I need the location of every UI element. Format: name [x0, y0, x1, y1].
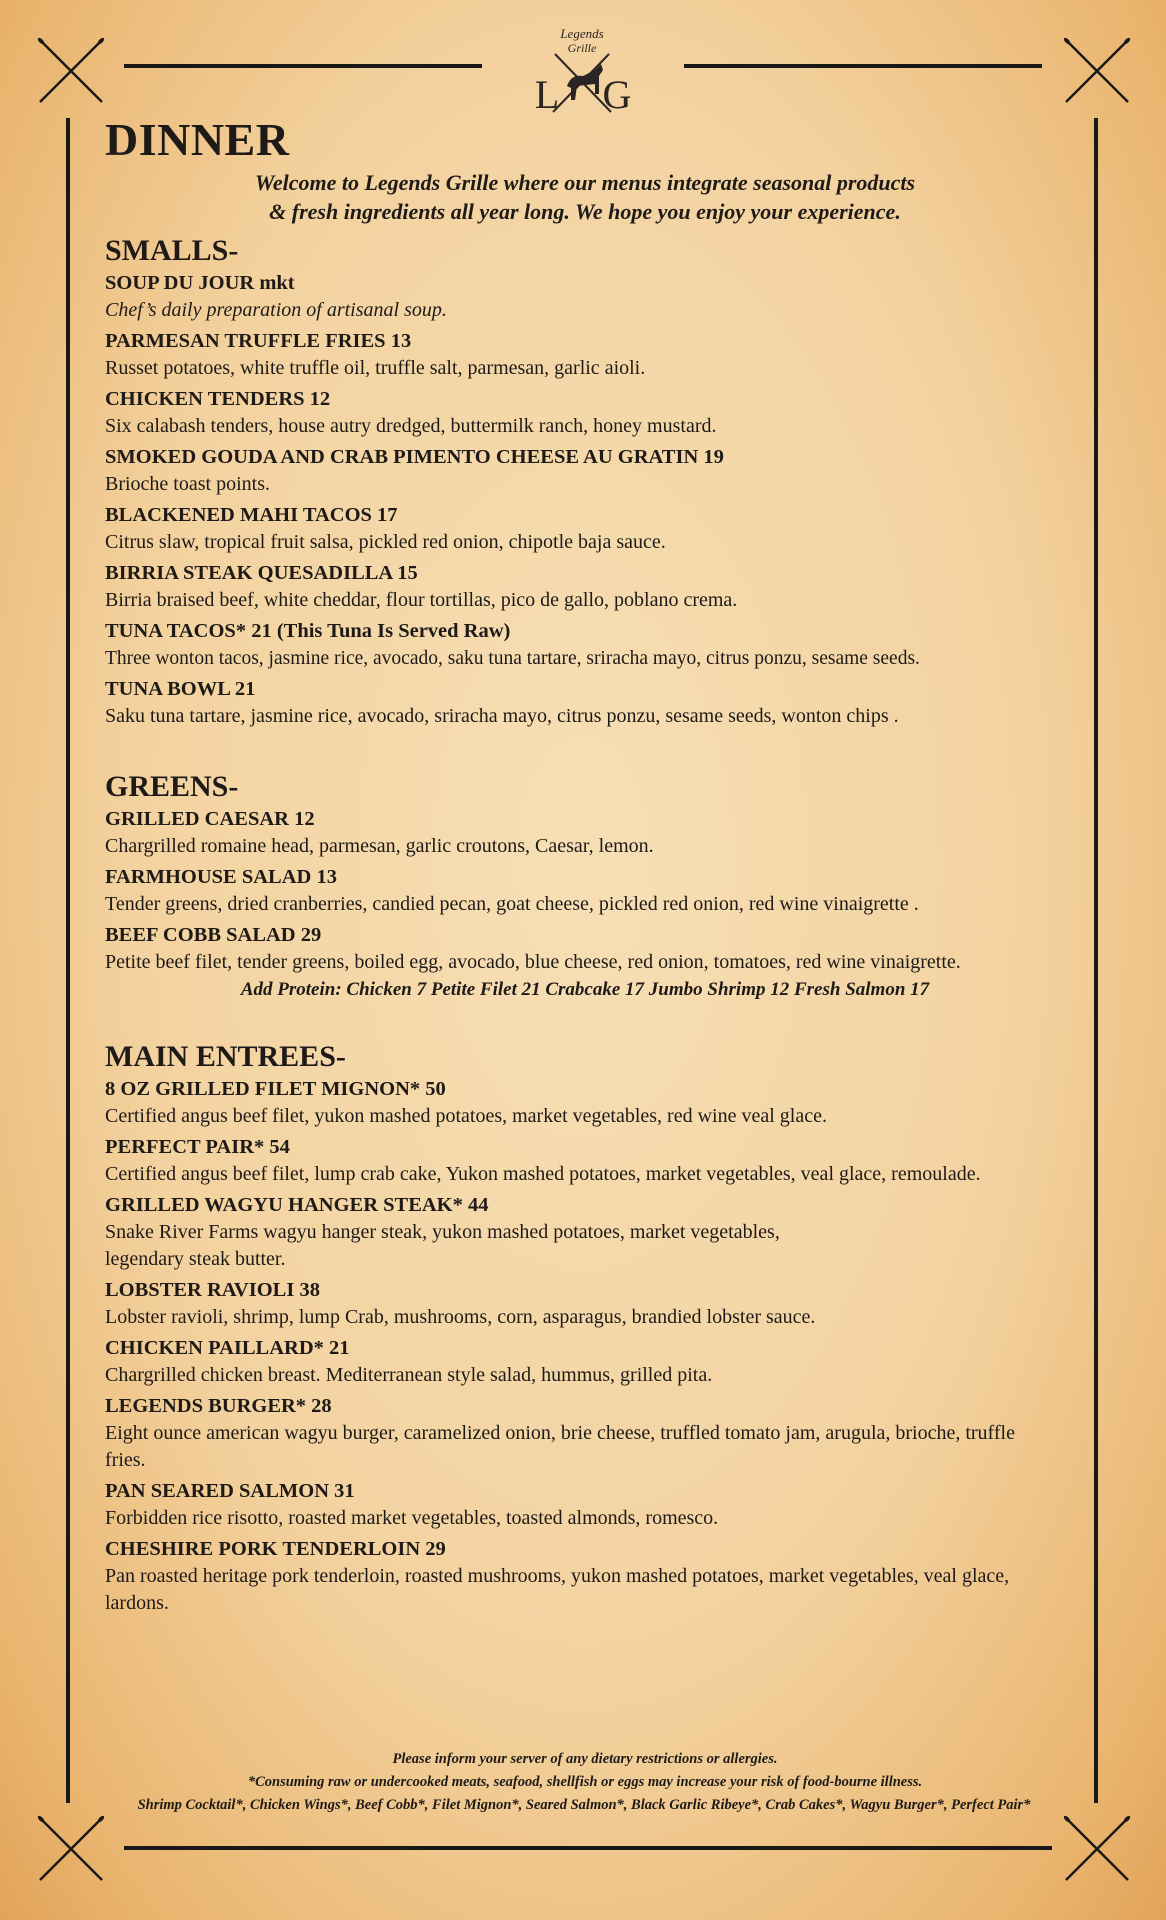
item-name: BLACKENED MAHI TACOS 17	[105, 504, 398, 526]
item-name: PAN SEARED SALMON 31	[105, 1480, 355, 1502]
bottom-rule	[124, 1846, 1052, 1850]
item-description: Eight ounce american wagyu burger, caramelized onion, brie cheese, truffled tomato jam, arugula, brioche, truffle fries.	[105, 1422, 1015, 1471]
raw-items-list: Shrimp Cocktail*, Chicken Wings*, Beef Cobb*, Filet Mignon*, Seared Salmon*, Black Garlic Ribeye*, Crab Cakes*, Wagyu Burger*, Perfect Pair*	[137, 1797, 1031, 1813]
item-name: CHICKEN TENDERS 12	[105, 388, 331, 410]
crossed-utensils-icon	[1058, 32, 1136, 110]
mains-section	[105, 1038, 1065, 1617]
raw-food-warning: *Consuming raw or undercooked meats, seafood, shellfish or eggs may increase your risk of food-bourne illness.	[247, 1774, 923, 1790]
item-description: Saku tuna tartare, jasmine rice, avocado, sriracha mayo, citrus ponzu, sesame seeds, wonton chips .	[105, 705, 899, 727]
item-name: CHESHIRE PORK TENDERLOIN 29	[105, 1538, 446, 1560]
item-description: Birria braised beef, white cheddar, flour tortillas, pico de gallo, poblano crema.	[105, 589, 738, 611]
horse-logo-icon	[533, 24, 631, 120]
welcome-text: Welcome to Legends Grille where our menus integrate seasonal products & fresh ingredients all year long. We hope you enjoy your experience.	[254, 170, 916, 224]
item-description: Tender greens, dried cranberries, candied pecan, goat cheese, pickled red onion, red wine vinaigrette .	[105, 893, 919, 915]
item-description: Citrus slaw, tropical fruit salsa, pickled red onion, chipotle baja sauce.	[105, 531, 666, 553]
menu-item	[105, 1277, 1065, 1331]
menu-item	[105, 1076, 1065, 1130]
item-name: SOUP DU JOUR mkt	[105, 272, 295, 294]
left-border	[66, 118, 70, 1803]
item-name: TUNA BOWL 21	[105, 678, 256, 700]
allergy-notice: Please inform your server of any dietary restrictions or allergies.	[392, 1751, 778, 1767]
crossed-utensils-icon	[1058, 1810, 1136, 1888]
item-description: Certified angus beef filet, lump crab cake, Yukon mashed potatoes, market vegetables, veal glace, remoulade.	[105, 1163, 981, 1185]
footer-notice	[105, 1748, 1065, 1817]
crossed-utensils-icon	[32, 32, 110, 110]
item-description: Petite beef filet, tender greens, boiled egg, avocado, blue cheese, red onion, tomatoes, red wine vinaigrette.	[105, 951, 961, 973]
menu-item	[105, 676, 1065, 730]
menu-item	[105, 864, 1065, 918]
section-spacer	[105, 734, 1065, 768]
svg-text:L: L	[534, 72, 560, 117]
section-title-main-entrees: MAIN ENTREES-	[105, 1040, 346, 1073]
menu-item	[105, 1478, 1065, 1532]
menu-item	[105, 922, 1065, 976]
menu-item	[105, 1393, 1065, 1474]
crossed-utensils-icon	[32, 1810, 110, 1888]
svg-text:G: G	[602, 72, 631, 117]
item-description: Brioche toast points.	[105, 473, 270, 495]
right-border	[1094, 118, 1098, 1803]
smalls-section	[105, 232, 1065, 730]
section-title-greens: GREENS-	[105, 770, 239, 803]
section-title-smalls: SMALLS-	[105, 234, 239, 267]
item-name: SMOKED GOUDA AND CRAB PIMENTO CHEESE AU GRATIN 19	[105, 446, 724, 468]
menu-item	[105, 502, 1065, 556]
menu-item	[105, 618, 1065, 672]
item-name: BEEF COBB SALAD 29	[105, 924, 322, 946]
item-name: GRILLED CAESAR 12	[105, 808, 315, 830]
menu-item	[105, 1134, 1065, 1188]
item-description: Lobster ravioli, shrimp, lump Crab, mushrooms, corn, asparagus, brandied lobster sauce.	[105, 1306, 816, 1328]
menu-item	[105, 386, 1065, 440]
item-description: Snake River Farms wagyu hanger steak, yukon mashed potatoes, market vegetables, legendary steak butter.	[105, 1221, 780, 1270]
top-rule-right	[684, 64, 1042, 68]
item-description: Three wonton tacos, jasmine rice, avocado, saku tuna tartare, sriracha mayo, citrus ponzu, sesame seeds.	[105, 648, 920, 669]
section-spacer	[105, 1004, 1065, 1038]
item-description: Chef’s daily preparation of artisanal soup.	[105, 299, 447, 321]
menu-item	[105, 444, 1065, 498]
svg-text:Grille: Grille	[567, 41, 597, 55]
menu-content	[105, 112, 1065, 1621]
item-name: PERFECT PAIR* 54	[105, 1136, 290, 1158]
item-description: Chargrilled romaine head, parmesan, garlic croutons, Caesar, lemon.	[105, 835, 654, 857]
svg-text:&: &	[579, 91, 587, 100]
item-name: GRILLED WAGYU HANGER STEAK* 44	[105, 1194, 489, 1216]
item-description: Certified angus beef filet, yukon mashed potatoes, market vegetables, red wine veal glace.	[105, 1105, 827, 1127]
restaurant-logo	[533, 24, 631, 120]
menu-item	[105, 806, 1065, 860]
item-name: CHICKEN PAILLARD* 21	[105, 1337, 350, 1359]
menu-item	[105, 1192, 1065, 1273]
item-name: LOBSTER RAVIOLI 38	[105, 1279, 320, 1301]
add-protein-line: Add Protein: Chicken 7 Petite Filet 21 Crabcake 17 Jumbo Shrimp 12 Fresh Salmon 17	[240, 979, 930, 1000]
item-name: PARMESAN TRUFFLE FRIES 13	[105, 330, 412, 352]
menu-item	[105, 1536, 1065, 1617]
item-description: Pan roasted heritage pork tenderloin, roasted mushrooms, yukon mashed potatoes, market vegetables, veal glace, lardons.	[105, 1565, 1010, 1614]
item-description: Russet potatoes, white truffle oil, truffle salt, parmesan, garlic aioli.	[105, 357, 646, 379]
menu-item	[105, 328, 1065, 382]
greens-section	[105, 768, 1065, 1004]
menu-item	[105, 1335, 1065, 1389]
menu-title: DINNER	[105, 114, 290, 165]
item-description: Forbidden rice risotto, roasted market vegetables, toasted almonds, romesco.	[105, 1507, 719, 1529]
item-name: TUNA TACOS* 21 (This Tuna Is Served Raw)	[105, 620, 511, 642]
item-name: LEGENDS BURGER* 28	[105, 1395, 332, 1417]
menu-item	[105, 270, 1065, 324]
item-description: Chargrilled chicken breast. Mediterranean style salad, hummus, grilled pita.	[105, 1364, 713, 1386]
svg-text:Legends: Legends	[560, 26, 604, 41]
item-name: BIRRIA STEAK QUESADILLA 15	[105, 562, 418, 584]
top-rule-left	[124, 64, 482, 68]
menu-item	[105, 560, 1065, 614]
item-name: FARMHOUSE SALAD 13	[105, 866, 337, 888]
item-description: Six calabash tenders, house autry dredged, buttermilk ranch, honey mustard.	[105, 415, 717, 437]
item-name: 8 OZ GRILLED FILET MIGNON* 50	[105, 1078, 446, 1100]
